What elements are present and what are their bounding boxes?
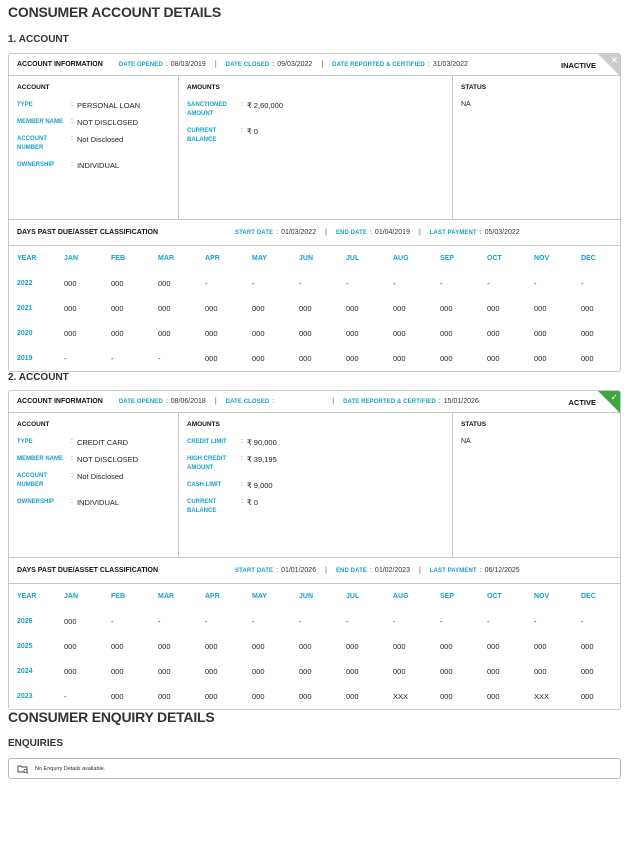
dpd-month-cell: - <box>252 279 255 288</box>
dpd-month-cell: - <box>111 354 114 363</box>
dpd-month-cell: - <box>252 617 255 626</box>
dpd-month-cell: 000 <box>393 642 406 651</box>
dpd-month-cell: 000 <box>346 667 359 676</box>
month-column-header: MAY <box>252 593 267 600</box>
dpd-month-cell: 000 <box>205 304 218 313</box>
dpd-year-cell: 2022 <box>17 280 33 287</box>
dpd-month-cell: - <box>534 617 537 626</box>
end-date-label: END DATE <box>335 567 367 574</box>
start-date-label: START DATE <box>235 229 274 236</box>
month-column-header: MAR <box>158 255 174 262</box>
kv-row: TYPE : PERSONAL LOAN <box>17 101 141 110</box>
dpd-month-cell: 000 <box>440 692 453 701</box>
amounts-column <box>179 413 453 557</box>
dpd-month-cell: 000 <box>158 642 171 651</box>
dpd-month-cell: 000 <box>64 279 77 288</box>
account-info-title: ACCOUNT INFORMATION <box>17 398 103 405</box>
dpd-month-cell: 000 <box>393 354 406 363</box>
dpd-month-cell: 000 <box>158 279 171 288</box>
date-opened-label: DATE OPENED <box>118 61 163 68</box>
kv-row: MEMBER NAME : NOT DISCLOSED <box>17 455 139 464</box>
dpd-month-cell: 000 <box>299 329 312 338</box>
dpd-month-cell: 000 <box>111 329 124 338</box>
kv-row: CURRENT BALANCE : ₹ 0 <box>187 498 258 514</box>
month-column-header: SEP <box>440 255 455 262</box>
kv-value: ₹ 39,195 <box>246 455 277 464</box>
status-value: NA <box>461 101 471 108</box>
dpd-month-cell: 000 <box>440 354 453 363</box>
dpd-month-cell: - <box>440 279 443 288</box>
dpd-year-cell: 2025 <box>17 643 33 650</box>
enquiry-section-title: CONSUMER ENQUIRY DETAILS <box>8 709 215 725</box>
start-date-label: START DATE <box>235 567 274 574</box>
date-opened-label: DATE OPENED <box>118 398 163 405</box>
dpd-month-cell: 000 <box>299 642 312 651</box>
dpd-month-cell: - <box>534 279 537 288</box>
account-info-grid <box>9 413 620 558</box>
dpd-month-cell: 000 <box>64 667 77 676</box>
account-2-section-label: 2. ACCOUNT <box>8 372 69 383</box>
dpd-row <box>9 659 620 684</box>
close-icon: ✕ <box>610 55 618 65</box>
kv-value: ₹ 2,60,000 <box>246 101 284 110</box>
kv-row: CREDIT LIMIT : ₹ 90,000 <box>187 438 277 447</box>
start-date-value: 01/01/2026 <box>281 567 317 574</box>
date-reported-value: 31/03/2022 <box>432 61 468 68</box>
month-column-header: JAN <box>64 593 79 600</box>
kv-row: TYPE : CREDIT CARD <box>17 438 129 447</box>
kv-row: CURRENT BALANCE : ₹ 0 <box>187 127 258 143</box>
kv-label: CASH LIMIT <box>187 482 222 488</box>
dpd-month-cell: 000 <box>487 642 500 651</box>
month-column-header: DEC <box>581 593 596 600</box>
month-column-header: MAR <box>158 593 174 600</box>
dpd-month-cell: 000 <box>534 642 547 651</box>
kv-row: OWNERSHIP : INDIVIDUAL <box>17 498 120 507</box>
dpd-month-cell: 000 <box>534 329 547 338</box>
account-1-card <box>8 53 621 372</box>
kv-label: ACCOUNT NUMBER <box>17 136 47 151</box>
kv-label: HIGH CREDIT AMOUNT <box>187 456 226 471</box>
dpd-year-cell: 2024 <box>17 668 33 675</box>
account-info-header: ACCOUNT INFORMATION DATE OPENED : 08/06/2018 | DATE CLOSED : | DATE REPORTED & CERTIFIED : 15/01/2026 ACTIVE ✓ <box>9 391 620 413</box>
dpd-month-cell: 000 <box>393 667 406 676</box>
last-payment-value: 06/12/2025 <box>484 567 520 574</box>
amounts-column-title: AMOUNTS <box>187 421 220 428</box>
dpd-month-cell: 000 <box>440 642 453 651</box>
dpd-month-cell: 000 <box>534 354 547 363</box>
dpd-month-cell: - <box>205 617 208 626</box>
dpd-row <box>9 609 620 634</box>
dpd-month-cell: 000 <box>440 304 453 313</box>
dpd-month-cell: - <box>346 617 349 626</box>
dpd-month-cell: - <box>299 279 302 288</box>
kv-value: ₹ 0 <box>246 127 258 136</box>
kv-label: CURRENT BALANCE <box>187 499 217 514</box>
date-closed-value: 09/03/2022 <box>277 61 313 68</box>
account-column-title: ACCOUNT <box>17 84 50 91</box>
kv-value: INDIVIDUAL <box>76 161 120 170</box>
dpd-month-cell: 000 <box>158 304 171 313</box>
month-column-header: JUN <box>299 593 314 600</box>
dpd-month-cell: 000 <box>299 354 312 363</box>
dpd-month-cell: 000 <box>581 329 594 338</box>
dpd-year-cell: 2019 <box>17 355 33 362</box>
dpd-month-cell: 000 <box>205 354 218 363</box>
month-column-header: AUG <box>393 593 409 600</box>
status-column <box>453 413 620 557</box>
dpd-month-cell: 000 <box>64 329 77 338</box>
account-info-title: ACCOUNT INFORMATION <box>17 61 103 68</box>
kv-value: INDIVIDUAL <box>76 498 120 507</box>
dpd-month-cell: 000 <box>487 329 500 338</box>
month-column-header: OCT <box>487 593 502 600</box>
dpd-month-cell: - <box>487 617 490 626</box>
dpd-year-cell: 2026 <box>17 618 33 625</box>
date-opened-value: 08/03/2019 <box>170 61 206 68</box>
account-column <box>9 76 179 219</box>
dpd-month-cell: 000 <box>581 642 594 651</box>
kv-value: ₹ 90,000 <box>246 438 277 447</box>
dpd-month-cell: 000 <box>205 329 218 338</box>
kv-row: SANCTIONED AMOUNT : ₹ 2,60,000 <box>187 101 284 117</box>
date-reported-label: DATE REPORTED & CERTIFIED <box>343 398 436 405</box>
kv-row: ACCOUNT NUMBER : Not Disclosed <box>17 472 124 488</box>
last-payment-label: LAST PAYMENT <box>429 567 477 574</box>
dpd-month-cell: 000 <box>205 667 218 676</box>
dpd-month-cell: - <box>581 279 584 288</box>
dpd-month-cell: 000 <box>64 642 77 651</box>
dpd-month-cell: 000 <box>158 692 171 701</box>
month-column-header: JUL <box>346 593 360 600</box>
kv-label: SANCTIONED AMOUNT <box>187 102 227 117</box>
dpd-header: DAYS PAST DUE/ASSET CLASSIFICATION START DATE : 01/01/2026 | END DATE : 01/02/2023 | LAST PAYMENT : 06/12/2025 <box>9 558 620 584</box>
dpd-month-cell: 000 <box>487 354 500 363</box>
kv-label: OWNERSHIP <box>17 499 55 505</box>
dpd-month-cell: 000 <box>252 642 265 651</box>
year-column-header: YEAR <box>17 593 37 600</box>
kv-value: PERSONAL LOAN <box>76 101 141 110</box>
end-date-value: 01/02/2023 <box>374 567 410 574</box>
kv-value: ₹ 9,000 <box>246 481 273 490</box>
kv-row: ACCOUNT NUMBER : Not Disclosed <box>17 135 124 151</box>
date-closed-label: DATE CLOSED <box>225 61 270 68</box>
dpd-month-cell: 000 <box>346 692 359 701</box>
dpd-month-cell: 000 <box>252 692 265 701</box>
dpd-month-cell: 000 <box>64 304 77 313</box>
dpd-year-cell: 2021 <box>17 305 33 312</box>
dpd-title: DAYS PAST DUE/ASSET CLASSIFICATION <box>17 567 159 574</box>
account-1-section-label: 1. ACCOUNT <box>8 34 69 45</box>
dpd-year-cell: 2023 <box>17 693 33 700</box>
dpd-month-cell: 000 <box>111 692 124 701</box>
account-column-title: ACCOUNT <box>17 421 50 428</box>
kv-value: Not Disclosed <box>76 135 124 144</box>
dpd-month-cell: XXX <box>534 692 550 701</box>
dpd-month-cell: 000 <box>252 304 265 313</box>
check-icon: ✓ <box>610 392 618 402</box>
dpd-month-cell: - <box>346 279 349 288</box>
dpd-month-cell: 000 <box>581 667 594 676</box>
dpd-month-cell: 000 <box>158 667 171 676</box>
dpd-month-cell: 000 <box>346 329 359 338</box>
kv-label: TYPE <box>17 439 33 445</box>
dpd-month-cell: - <box>393 617 396 626</box>
kv-value: ₹ 0 <box>246 498 258 507</box>
dpd-month-cell: 000 <box>299 304 312 313</box>
month-column-header: JUL <box>346 255 360 262</box>
dpd-month-cell: 000 <box>111 304 124 313</box>
enquiry-empty-message: No Enquiry Details available. <box>35 765 106 772</box>
enquiry-empty-box <box>8 758 621 779</box>
dpd-table <box>9 584 620 709</box>
dpd-row <box>9 296 620 321</box>
kv-value: CREDIT CARD <box>76 438 129 447</box>
dpd-header-row <box>9 584 620 609</box>
kv-label: CURRENT BALANCE <box>187 128 217 143</box>
dpd-month-cell: 000 <box>534 304 547 313</box>
dpd-month-cell: 000 <box>346 354 359 363</box>
month-column-header: SEP <box>440 593 455 600</box>
dpd-month-cell: 000 <box>299 692 312 701</box>
dpd-month-cell: 000 <box>111 279 124 288</box>
month-column-header: APR <box>205 255 220 262</box>
dpd-month-cell: 000 <box>487 304 500 313</box>
dpd-month-cell: 000 <box>581 692 594 701</box>
dpd-month-cell: - <box>158 354 161 363</box>
kv-row: MEMBER NAME : NOT DISCLOSED <box>17 118 139 127</box>
status-column <box>453 76 620 219</box>
end-date-value: 01/04/2019 <box>374 229 410 236</box>
status-column-title: STATUS <box>461 421 487 428</box>
month-column-header: NOV <box>534 593 550 600</box>
account-info-header: ACCOUNT INFORMATION DATE OPENED : 08/03/2019 | DATE CLOSED : 09/03/2022 | DATE REPORTED & CERTIFIED : 31/03/2022 INACTIVE ✕ <box>9 54 620 76</box>
page-title: CONSUMER ACCOUNT DETAILS <box>8 4 221 20</box>
last-payment-value: 05/03/2022 <box>484 229 520 236</box>
date-closed-label: DATE CLOSED <box>225 398 270 405</box>
end-date-label: END DATE <box>335 229 367 236</box>
month-column-header: FEB <box>111 593 125 600</box>
dpd-month-cell: 000 <box>111 642 124 651</box>
account-2-card <box>8 390 621 710</box>
dpd-month-cell: 000 <box>487 692 500 701</box>
dpd-month-cell: 000 <box>111 667 124 676</box>
dpd-row <box>9 684 620 709</box>
dpd-title: DAYS PAST DUE/ASSET CLASSIFICATION <box>17 229 159 236</box>
last-payment-label: LAST PAYMENT <box>429 229 477 236</box>
kv-row: CASH LIMIT : ₹ 9,000 <box>187 481 273 490</box>
dpd-row <box>9 321 620 346</box>
dpd-month-cell: - <box>111 617 114 626</box>
month-column-header: NOV <box>534 255 550 262</box>
dpd-month-cell: - <box>487 279 490 288</box>
dpd-row <box>9 271 620 296</box>
kv-row: OWNERSHIP : INDIVIDUAL <box>17 161 120 170</box>
month-column-header: DEC <box>581 255 596 262</box>
month-column-header: APR <box>205 593 220 600</box>
kv-label: CREDIT LIMIT <box>187 439 227 445</box>
status-column-title: STATUS <box>461 84 487 91</box>
kv-label: ACCOUNT NUMBER <box>17 473 47 488</box>
dpd-year-cell: 2020 <box>17 330 33 337</box>
dpd-month-cell: 000 <box>581 304 594 313</box>
dpd-month-cell: 000 <box>440 329 453 338</box>
dpd-month-cell: 000 <box>346 304 359 313</box>
amounts-column <box>179 76 453 219</box>
dpd-month-cell: 000 <box>534 667 547 676</box>
dpd-month-cell: 000 <box>205 642 218 651</box>
dpd-month-cell: 000 <box>487 667 500 676</box>
account-column <box>9 413 179 557</box>
dpd-month-cell: 000 <box>158 329 171 338</box>
date-opened-value: 08/06/2018 <box>170 398 206 405</box>
dpd-month-cell: - <box>64 354 67 363</box>
dpd-month-cell: 000 <box>252 329 265 338</box>
dpd-month-cell: 000 <box>393 329 406 338</box>
dpd-month-cell: - <box>440 617 443 626</box>
year-column-header: YEAR <box>17 255 37 262</box>
kv-value: NOT DISCLOSED <box>76 455 139 464</box>
dpd-month-cell: 000 <box>440 667 453 676</box>
dpd-month-cell: 000 <box>252 667 265 676</box>
date-reported-value: 15/01/2026 <box>443 398 479 405</box>
date-reported-label: DATE REPORTED & CERTIFIED <box>332 61 425 68</box>
dpd-header: DAYS PAST DUE/ASSET CLASSIFICATION START DATE : 01/03/2022 | END DATE : 01/04/2019 | LAST PAYMENT : 05/03/2022 <box>9 220 620 246</box>
dpd-month-cell: - <box>205 279 208 288</box>
status-value: NA <box>461 438 471 445</box>
dpd-table <box>9 246 620 371</box>
enquiries-label: ENQUIRIES <box>8 738 64 749</box>
amounts-column-title: AMOUNTS <box>187 84 220 91</box>
kv-row: HIGH CREDIT AMOUNT : ₹ 39,195 <box>187 455 277 471</box>
dpd-month-cell: - <box>299 617 302 626</box>
dpd-month-cell: 000 <box>64 617 77 626</box>
kv-label: MEMBER NAME <box>17 119 63 125</box>
dpd-month-cell: - <box>64 692 67 701</box>
month-column-header: FEB <box>111 255 125 262</box>
account-status-tag: ACTIVE <box>568 398 596 407</box>
dpd-month-cell: 000 <box>252 354 265 363</box>
folder-search-icon <box>17 764 29 774</box>
kv-label: OWNERSHIP <box>17 162 55 168</box>
dpd-header-row <box>9 246 620 271</box>
dpd-month-cell: XXX <box>393 692 409 701</box>
kv-label: MEMBER NAME <box>17 456 63 462</box>
dpd-row <box>9 346 620 371</box>
month-column-header: OCT <box>487 255 502 262</box>
month-column-header: MAY <box>252 255 267 262</box>
dpd-month-cell: 000 <box>393 304 406 313</box>
start-date-value: 01/03/2022 <box>281 229 317 236</box>
dpd-month-cell: 000 <box>346 642 359 651</box>
dpd-month-cell: 000 <box>581 354 594 363</box>
kv-value: Not Disclosed <box>76 472 124 481</box>
dpd-month-cell: - <box>393 279 396 288</box>
kv-value: NOT DISCLOSED <box>76 118 139 127</box>
dpd-month-cell: 000 <box>299 667 312 676</box>
account-info-grid <box>9 76 620 220</box>
dpd-month-cell: - <box>581 617 584 626</box>
month-column-header: JAN <box>64 255 79 262</box>
kv-label: TYPE <box>17 102 33 108</box>
month-column-header: JUN <box>299 255 314 262</box>
dpd-row <box>9 634 620 659</box>
dpd-month-cell: - <box>158 617 161 626</box>
account-status-tag: INACTIVE <box>560 61 596 70</box>
dpd-month-cell: 000 <box>205 692 218 701</box>
month-column-header: AUG <box>393 255 409 262</box>
